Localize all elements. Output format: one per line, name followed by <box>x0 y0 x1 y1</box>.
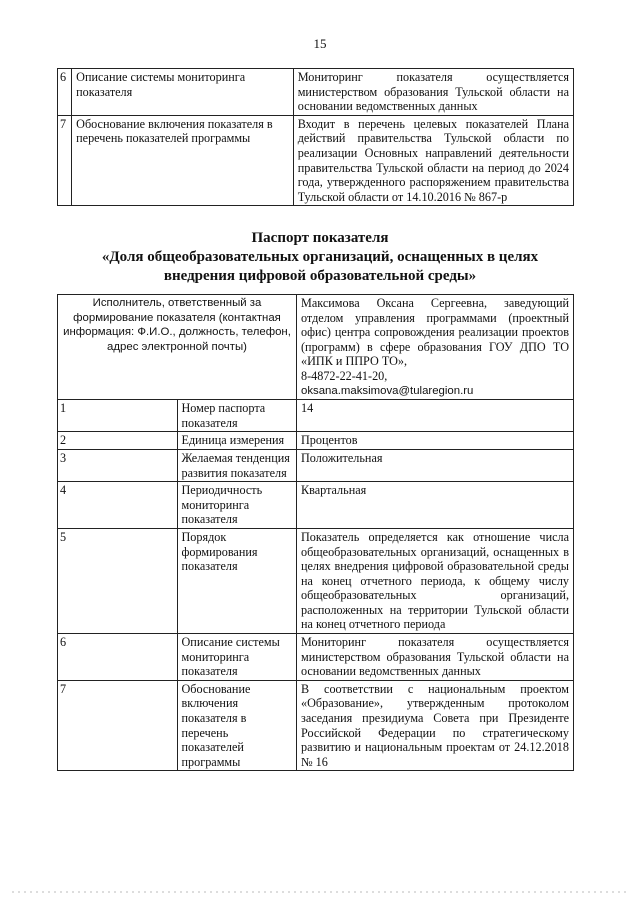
executor-row <box>58 295 574 400</box>
row-number: 1 <box>58 400 178 432</box>
row-value: 14 <box>297 400 574 432</box>
passport-title-line: Паспорт показателя <box>251 230 389 246</box>
row-label: Единица измерения <box>177 432 297 450</box>
row-number: 7 <box>58 680 178 771</box>
row-value: Мониторинг показателя осуществляется министерством образования Тульской области на основании ведомственных данных <box>297 634 574 681</box>
row-value: Квартальная <box>297 482 574 529</box>
row-value: Положительная <box>297 449 574 481</box>
row-label: Описание системы мониторинга показателя <box>177 634 297 681</box>
row-value: Входит в перечень целевых показателей Плана действий правительства Тульской области по реализации Основных направлений деятельности правительства Тульской области на период до 2024 года, утвержденного распоряжением правительства Тульской области от 14.10.2016 № 867-р <box>293 115 573 206</box>
row-label: Описание системы мониторинга показателя <box>72 69 294 116</box>
row-value: Мониторинг показателя осуществляется министерством образования Тульской области на основании ведомственных данных <box>293 69 573 116</box>
passport-title-line: «Доля общеобразовательных организаций, оснащенных в целях <box>101 249 539 265</box>
row-value: В соответствии с национальным проектом «Образование», утвержденным протоколом заседания президиума Совета при Президенте Российской Федерации по стратегическому развитию и национальным проектам от 24.12.2018 № 16 <box>297 680 574 771</box>
row-number: 6 <box>58 634 178 681</box>
previous-passport-table <box>57 68 574 206</box>
row-number: 4 <box>58 482 178 529</box>
table-row <box>58 400 574 432</box>
row-value: Процентов <box>297 432 574 450</box>
table-row <box>58 680 574 771</box>
passport-title <box>0 229 640 286</box>
table-row <box>58 634 574 681</box>
executor-email: oksana.maksimova@tularegion.ru <box>301 384 474 397</box>
table-row <box>58 449 574 481</box>
row-label: Периодичность мониторинга показателя <box>177 482 297 529</box>
page-number: 15 <box>313 36 327 51</box>
table-row <box>58 528 574 633</box>
row-label: Желаемая тенденция развития показателя <box>177 449 297 481</box>
row-label: Порядок формирования показателя <box>177 528 297 633</box>
row-number: 3 <box>58 449 178 481</box>
executor-value <box>297 295 574 400</box>
table-row <box>58 482 574 529</box>
row-label: Обоснование включения показателя в перечень показателей программы <box>177 680 297 771</box>
row-number: 2 <box>58 432 178 450</box>
table-row <box>58 69 574 116</box>
scan-artifact-divider <box>12 891 628 893</box>
row-number: 7 <box>58 115 72 206</box>
row-value: Показатель определяется как отношение числа общеобразовательных организаций, оснащенных в целях внедрения цифровой образовательной среды на конец отчетного периода, к общему числу общеобразовательных организаций, расположенных на территории Тульской области на конец отчетного периода <box>297 528 574 633</box>
executor-label: Исполнитель, ответственный за формирование показателя (контактная информация: Ф.И.О., должность, телефон, адрес электронной почты) <box>58 295 297 400</box>
executor-phone: 8-4872-22-41-20, <box>301 368 388 383</box>
row-number: 6 <box>58 69 72 116</box>
passport-title-line: внедрения цифровой образовательной среды» <box>163 268 477 284</box>
executor-name: Максимова Оксана Сергеевна, заведующий отделом управления программами (проектный офис) центра сопровождения реализации проектов (программ) в сфере образования ГОУ ДПО ТО «ИПК и ППРО ТО», <box>301 296 569 369</box>
row-label: Номер паспорта показателя <box>177 400 297 432</box>
row-label: Обоснование включения показателя в перечень показателей программы <box>72 115 294 206</box>
table-row <box>58 432 574 450</box>
row-number: 5 <box>58 528 178 633</box>
passport-table <box>57 294 574 771</box>
table-row <box>58 115 574 206</box>
